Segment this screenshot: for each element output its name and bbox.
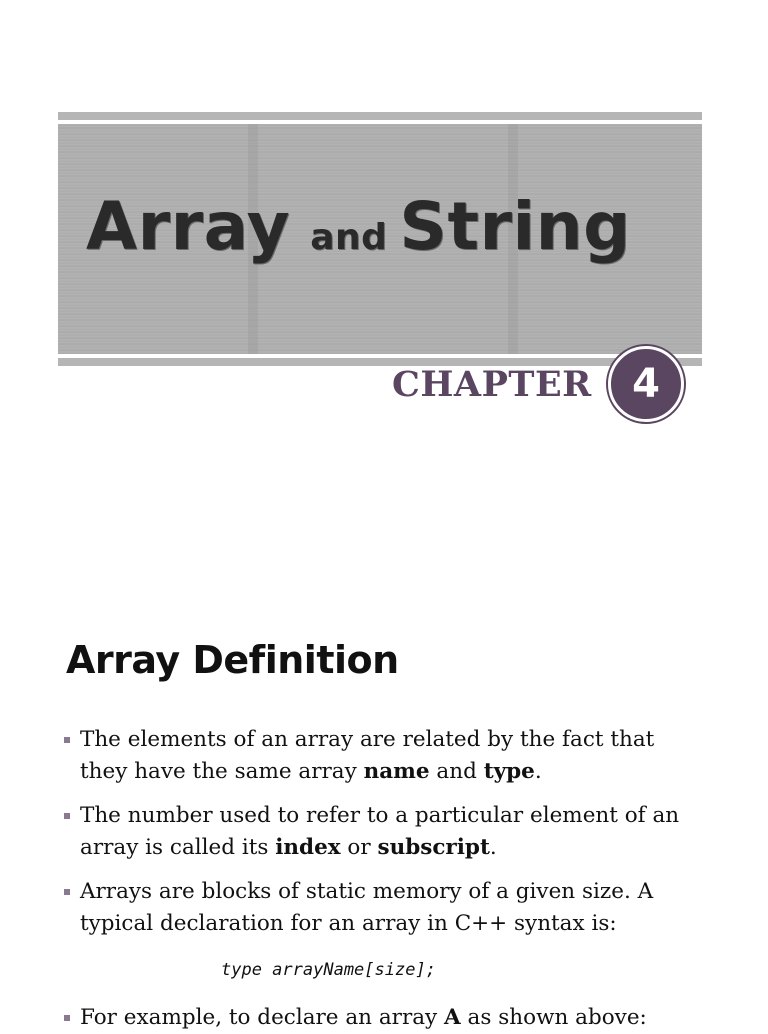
section-heading: Array Definition [66, 638, 399, 682]
chapter-label: CHAPTER [392, 364, 592, 405]
title-word-string: String [399, 188, 631, 265]
title-band-top [58, 112, 702, 120]
bullet-marker-icon [64, 737, 70, 743]
code-example: type arrayName[size]; [221, 960, 436, 980]
bullet-text: The number used to refer to a particular element of an array is called its [80, 803, 680, 860]
bullet-text: Arrays are blocks of static memory of a given size. A typical declaration for an array in C++ syntax is: [80, 879, 654, 936]
bullet-text: . [489, 835, 497, 860]
bullet-text: as shown above: [460, 1005, 647, 1030]
title-word-array: Array [86, 188, 291, 265]
bullet-item [64, 724, 704, 788]
bullet-bold-term: index [275, 835, 341, 860]
chapter-number: 4 [632, 361, 660, 407]
bullet-marker-icon [64, 1015, 70, 1021]
bullet-text: The elements of an array are related by the fact that they have the same array [80, 727, 655, 784]
bullet-bold-term: A [444, 1005, 461, 1030]
bullet-list [64, 724, 704, 952]
title-band-bottom [58, 358, 702, 366]
bullet-text: For example, to declare an array [80, 1005, 445, 1030]
bullet-text: or [340, 835, 378, 860]
bullet-item [64, 1002, 740, 1034]
bullet-item [64, 800, 704, 864]
chapter-number-badge [608, 346, 684, 422]
bullet-text: . [534, 759, 542, 784]
bullet-bold-term: name [363, 759, 430, 784]
bullet-bold-term: type [483, 759, 535, 784]
bullet-marker-icon [64, 889, 70, 895]
bullet-bold-term: subscript [377, 835, 490, 860]
bullet-item [64, 876, 704, 940]
bullet-text: and [429, 759, 484, 784]
title-word-and: and [310, 217, 388, 258]
title-slide [0, 0, 768, 470]
bullet-marker-icon [64, 813, 70, 819]
slide-title [86, 188, 631, 265]
